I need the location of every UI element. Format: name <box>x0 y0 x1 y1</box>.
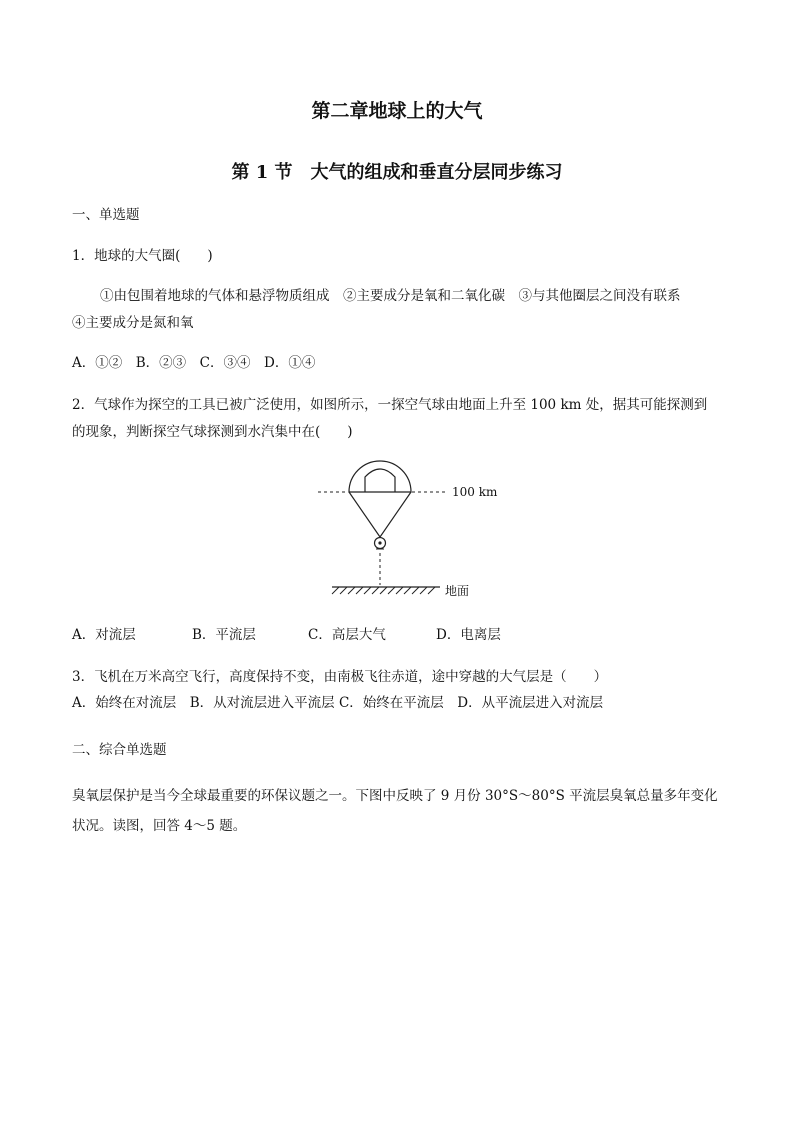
q2-stem-line1: 2．气球作为探空的工具已被广泛使用，如图所示，一探空气球由地面上升至 100 km 处，据其可能探测到 <box>72 397 708 413</box>
part1-heading: 一、单选题 <box>72 207 140 223</box>
q2-option-a: A．对流层 <box>72 627 136 643</box>
section-title: 第 1 节 大气的组成和垂直分层同步练习 <box>231 162 563 183</box>
altitude-label: 100 km <box>452 485 498 499</box>
q2-options <box>72 625 501 645</box>
ground-label: 地面 <box>445 584 470 598</box>
part2-intro-line2: 状况。读图，回答 4～5 题。 <box>72 818 247 834</box>
balloon-figure <box>310 455 510 605</box>
q1-stem: 1．地球的大气圈( ) <box>72 248 213 264</box>
chapter-title: 第二章地球上的大气 <box>311 100 483 122</box>
q1-options: A．①② B．②③ C．③④ D．①④ <box>72 355 316 371</box>
part2-heading: 二、综合单选题 <box>72 742 167 758</box>
q3-options: A．始终在对流层 B．从对流层进入平流层 C．始终在平流层 D．从平流层进入对流层 <box>72 695 604 711</box>
q3-stem: 3．飞机在万米高空飞行，高度保持不变，由南极飞往赤道，途中穿越的大气层是（ ） <box>72 669 608 685</box>
q1-statements-line1: ①由包围着地球的气体和悬浮物质组成 ②主要成分是氧和二氧化碳 ③与其他圈层之间没有联系 <box>100 288 681 304</box>
q2-option-c: C．高层大气 <box>308 627 386 643</box>
q2-option-d: D．电离层 <box>436 627 501 643</box>
q2-option-b: B．平流层 <box>192 627 256 643</box>
part2-intro-line1: 臭氧层保护是当今全球最重要的环保议题之一。下图中反映了 9 月份 30°S～80°S 平流层臭氧总量多年变化 <box>72 788 718 804</box>
q1-statements-line2: ④主要成分是氮和氧 <box>72 315 194 331</box>
q2-stem-line2: 的现象，判断探空气球探测到水汽集中在( ) <box>72 424 353 440</box>
balloon-canopy <box>349 461 411 492</box>
